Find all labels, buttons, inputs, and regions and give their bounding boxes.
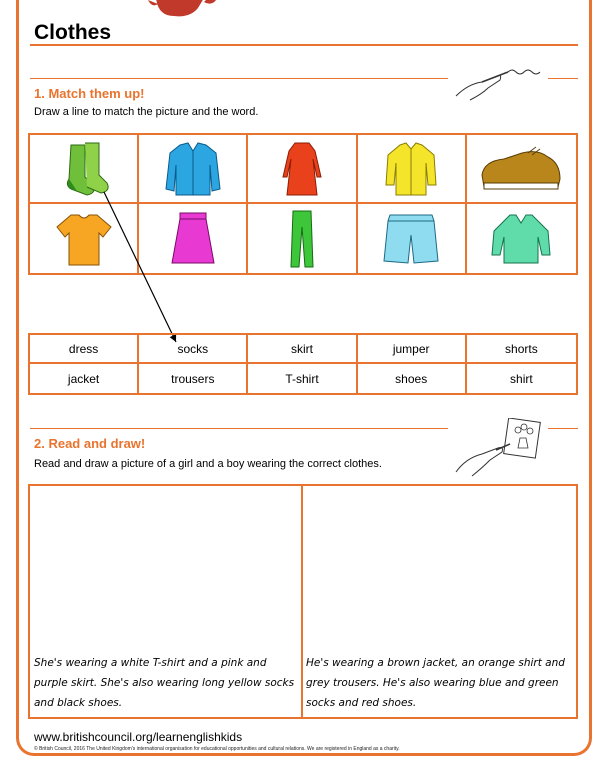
hand-drawing-icon (452, 418, 548, 480)
section1-rule (30, 78, 448, 79)
jumper-icon (478, 209, 564, 269)
section2-heading: 2. Read and draw! (34, 436, 146, 451)
boy-description: He's wearing a brown jacket, an orange shirt and grey trousers. He's also wearing blue and green socks and red shoes. (306, 657, 565, 709)
picture-grid (28, 133, 578, 275)
mascot-icon (148, 0, 218, 20)
boy-drawing-box[interactable] (302, 484, 578, 719)
word-socks[interactable]: socks (139, 335, 248, 364)
shirt-icon (368, 139, 454, 199)
jacket-picture-cell[interactable] (139, 135, 248, 204)
socks-icon (41, 139, 127, 199)
socks-picture-cell[interactable] (30, 135, 139, 204)
dress-picture-cell[interactable] (248, 135, 357, 204)
footer-url[interactable]: www.britishcouncil.org/learnenglishkids (34, 730, 243, 744)
page-title: Clothes (34, 21, 112, 44)
jacket-icon (150, 139, 236, 199)
trousers-picture-cell[interactable] (248, 204, 357, 273)
word-table (28, 333, 578, 395)
hand-writing-icon (452, 62, 546, 104)
word-jumper[interactable]: jumper (358, 335, 467, 364)
word-jacket[interactable]: jacket (30, 364, 139, 393)
section2-rule-end (548, 428, 578, 429)
word-trousers[interactable]: trousers (139, 364, 248, 393)
word-shoes[interactable]: shoes (358, 364, 467, 393)
word-shirt[interactable]: shirt (510, 371, 533, 386)
girl-drawing-box[interactable] (28, 484, 303, 719)
word-t-shirt[interactable]: T-shirt (248, 364, 357, 393)
dress-icon (259, 139, 345, 199)
t-shirt-picture-cell[interactable] (30, 204, 139, 273)
word-dress[interactable]: dress (30, 335, 139, 364)
t-shirt-icon (41, 209, 127, 269)
shoes-picture-cell[interactable] (467, 135, 576, 204)
shorts-picture-cell[interactable] (358, 204, 467, 273)
jumper-picture-cell[interactable] (467, 204, 576, 273)
word-skirt[interactable]: skirt (248, 335, 357, 364)
trousers-icon (259, 209, 345, 269)
word-shorts[interactable]: shorts (467, 335, 576, 364)
skirt-picture-cell[interactable] (139, 204, 248, 273)
section2-instruction: Read and draw a picture of a girl and a boy wearing the correct clothes. (34, 458, 382, 470)
shirt-picture-cell[interactable] (358, 135, 467, 204)
section2-rule (30, 428, 448, 429)
skirt-icon (150, 209, 236, 269)
section1-instruction: Draw a line to match the picture and the word. (34, 106, 259, 118)
title-rule (30, 44, 578, 46)
footer-copyright: © British Council, 2016 The United Kingdom's international organisation for educational opportunities and cultural relations. We are registered in England as a charity. (34, 746, 400, 752)
section1-rule-end (548, 78, 578, 79)
shoes-icon (478, 139, 564, 199)
section1-heading: 1. Match them up! (34, 86, 145, 101)
girl-description: She's wearing a white T-shirt and a pink and purple skirt. She's also wearing long yellow socks and black shoes. (34, 657, 295, 709)
shorts-icon (368, 209, 454, 269)
